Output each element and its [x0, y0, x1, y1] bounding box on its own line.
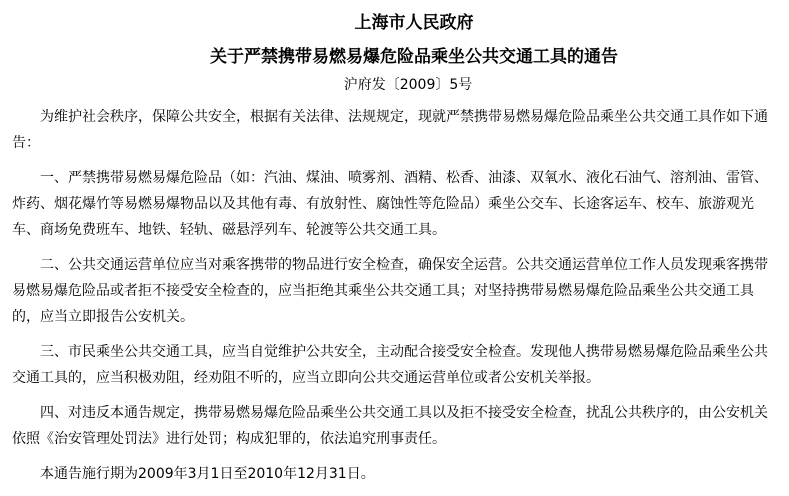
text-line: 一、严禁携带易燃易爆危险品（如：汽油、煤油、喷雾剂、酒精、松香、油漆、双氧水、液化石油气、溶剂油、雷管、: [40, 170, 768, 186]
clause-4-paragraph: [12, 400, 788, 452]
text-line: 炸药、烟花爆竹等易燃易爆物品以及其他有毒、有放射性、腐蚀性等危险品）乘坐公交车、长途客运车、校车、旅游观光: [12, 196, 754, 212]
text-line: 易燃易爆危险品或者拒不接受安全检查的，应当拒绝其乘坐公共交通工具；对坚持携带易燃易爆危险品乘坐公共交通工具: [12, 283, 754, 299]
text-line: 本通告施行期为2009年3月1日至2010年12月31日。: [40, 466, 375, 482]
text-line: 二、公共交通运营单位应当对乘客携带的物品进行安全检查，确保安全运营。公共交通运营单位工作人员发现乘客携带: [40, 257, 768, 273]
clause-1-paragraph: [12, 165, 788, 243]
text-line: 为维护社会秩序，保障公共安全，根据有关法律、法规规定，现就严禁携带易燃易爆危险品乘坐公共交通工具作如下通: [40, 109, 768, 125]
text-line: 的，应当立即报告公安机关。: [12, 309, 194, 325]
text-line: 交通工具的，应当积极劝阻，经劝阻不听的，应当立即向公共交通运营单位或者公安机关举报。: [12, 370, 600, 386]
issuer-heading: 上海市人民政府: [354, 13, 474, 33]
text-line: 依照《治安管理处罚法》进行处罚；构成犯罪的，依法追究刑事责任。: [12, 431, 446, 447]
notice-title: 关于严禁携带易燃易爆危险品乘坐公共交通工具的通告: [210, 47, 618, 67]
intro-paragraph: [12, 104, 788, 156]
text-line: 四、对违反本通告规定，携带易燃易爆危险品乘坐公共交通工具以及拒不接受安全检查，扰乱公共秩序的，由公安机关: [40, 405, 768, 421]
text-line: 告：: [12, 135, 40, 151]
text-line: 车、商场免费班车、地铁、轻轨、磁悬浮列车、轮渡等公共交通工具。: [12, 222, 446, 238]
notice-body: [12, 104, 788, 496]
effective-period-paragraph: [12, 461, 788, 487]
clause-3-paragraph: [12, 339, 788, 391]
document-number: 沪府发〔2009〕5号: [343, 77, 473, 93]
text-line: 三、市民乘坐公共交通工具，应当自觉维护公共安全，主动配合接受安全检查。发现他人携带易燃易爆危险品乘坐公共: [40, 344, 768, 360]
clause-2-paragraph: [12, 252, 788, 330]
